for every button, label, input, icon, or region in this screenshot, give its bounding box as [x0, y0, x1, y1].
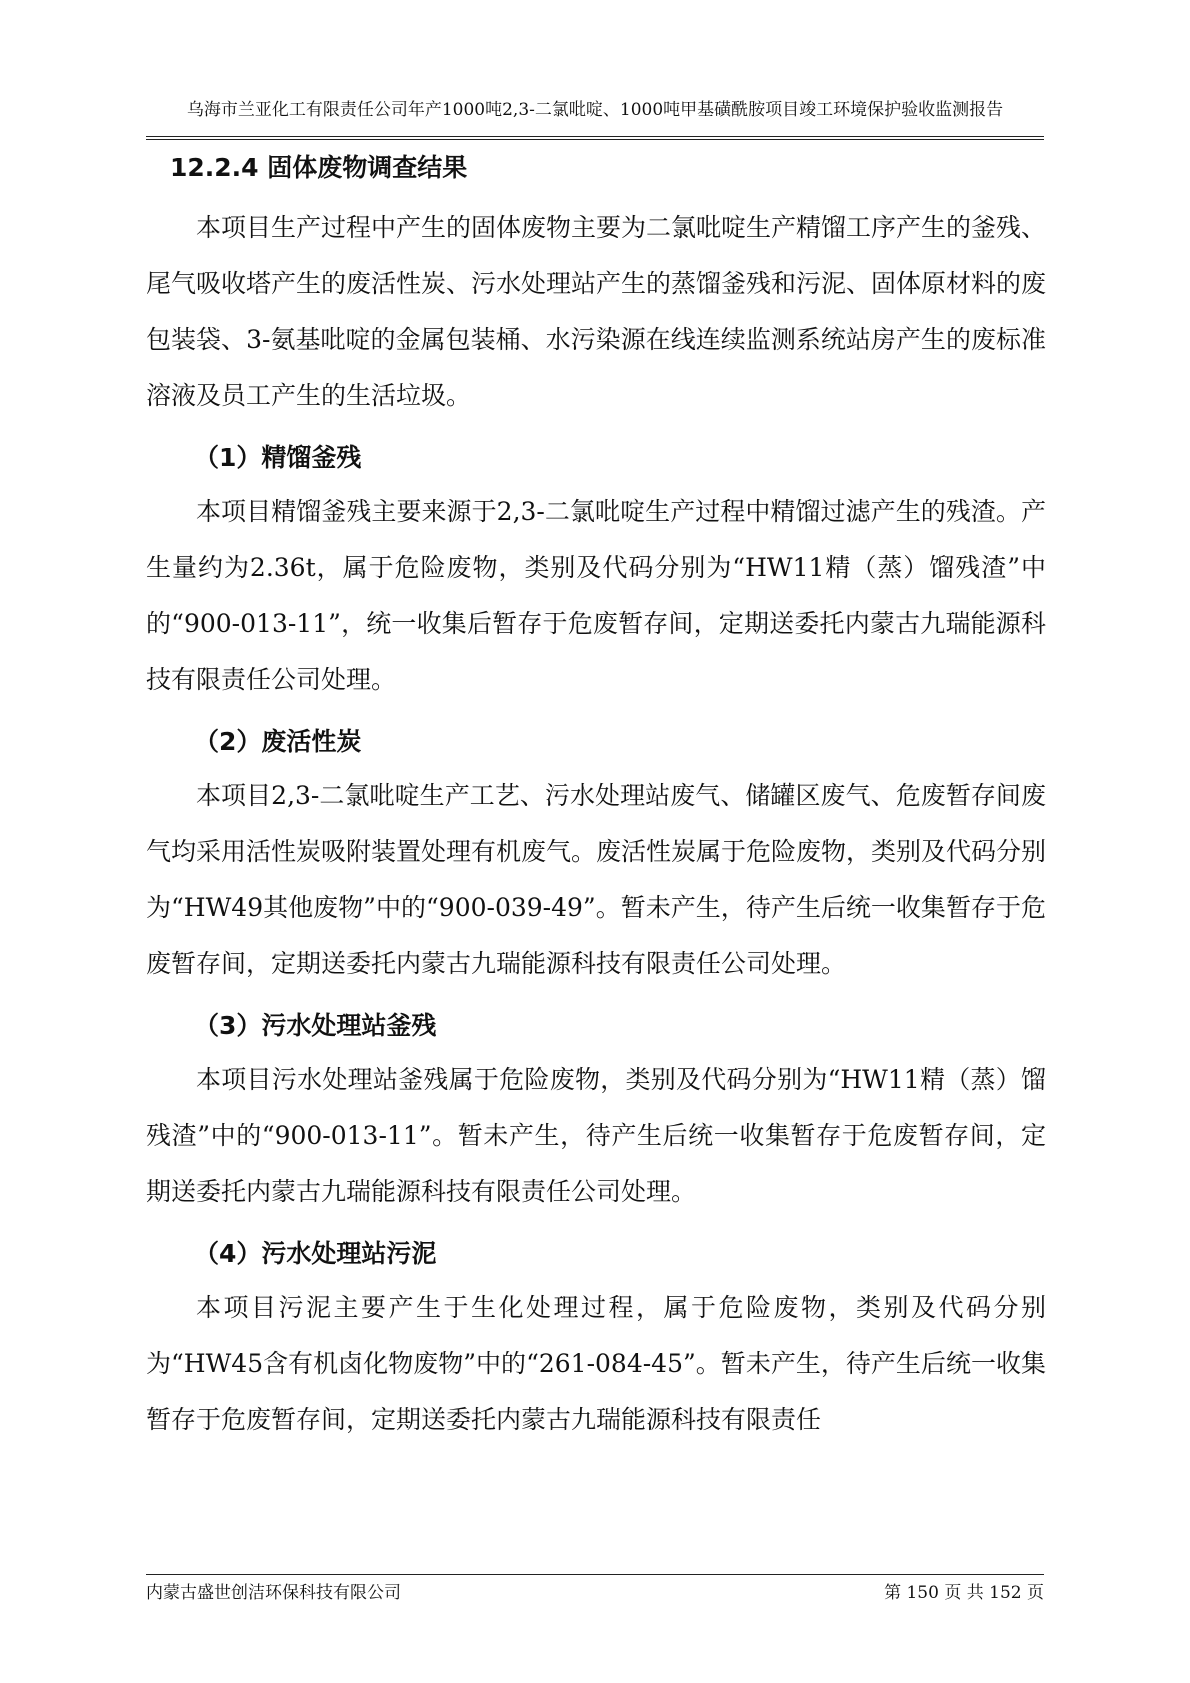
item-heading: （4）污水处理站污泥 — [194, 1239, 437, 1268]
item-block-1 — [146, 438, 1046, 708]
item-block-3 — [146, 1006, 1046, 1220]
item-heading: （3）污水处理站釜残 — [194, 1011, 437, 1040]
page-header — [146, 96, 1044, 140]
footer-company: 内蒙古盛世创洁环保科技有限公司 — [146, 1583, 401, 1603]
item-paragraph: 本项目2,3-二氯吡啶生产工艺、污水处理站废气、储罐区废气、危废暂存间废气均采用活性炭吸附装置处理有机废气。废活性炭属于危险废物，类别及代码分别为“HW49其他废物”中的“900-039-49”。暂未产生，待产生后统一收集暂存于危废暂存间，定期送委托内蒙古九瑞能源科技有限责任公司处理。 — [146, 781, 1047, 978]
item-heading: （2）废活性炭 — [194, 727, 362, 756]
intro-paragraph: 本项目生产过程中产生的固体废物主要为二氯吡啶生产精馏工序产生的釜残、尾气吸收塔产生的废活性炭、污水处理站产生的蒸馏釜残和污泥、固体原材料的废包装袋、3-氨基吡啶的金属包装桶、水污染源在线连续监测系统站房产生的废标准溶液及员工产生的生活垃圾。 — [146, 213, 1047, 410]
item-block-4 — [146, 1234, 1046, 1448]
report-title: 乌海市兰亚化工有限责任公司年产1000吨2,3-二氯吡啶、1000吨甲基磺酰胺项目竣工环境保护验收监测报告 — [186, 100, 1004, 120]
section-heading: 12.2.4 固体废物调查结果 — [170, 153, 468, 182]
item-paragraph: 本项目污水处理站釜残属于危险废物，类别及代码分别为“HW11精（蒸）馏残渣”中的“900-013-11”。暂未产生，待产生后统一收集暂存于危废暂存间，定期送委托内蒙古九瑞能源科技有限责任公司处理。 — [146, 1065, 1046, 1206]
item-paragraph: 本项目污泥主要产生于生化处理过程，属于危险废物，类别及代码分别为“HW45含有机卤化物废物”中的“261-084-45”。暂未产生，待产生后统一收集暂存于危废暂存间，定期送委托内蒙古九瑞能源科技有限责任 — [146, 1293, 1046, 1434]
page-footer — [146, 1574, 1044, 1615]
page-number: 第 150 页 共 152 页 — [884, 1583, 1044, 1603]
item-heading: （1）精馏釜残 — [194, 443, 362, 472]
page-content — [146, 148, 1046, 1448]
item-paragraph: 本项目精馏釜残主要来源于2,3-二氯吡啶生产过程中精馏过滤产生的残渣。产生量约为2.36t，属于危险废物，类别及代码分别为“HW11精（蒸）馏残渣”中的“900-013-11”，统一收集后暂存于危废暂存间，定期送委托内蒙古九瑞能源科技有限责任公司处理。 — [146, 497, 1046, 694]
item-block-2 — [146, 722, 1046, 992]
